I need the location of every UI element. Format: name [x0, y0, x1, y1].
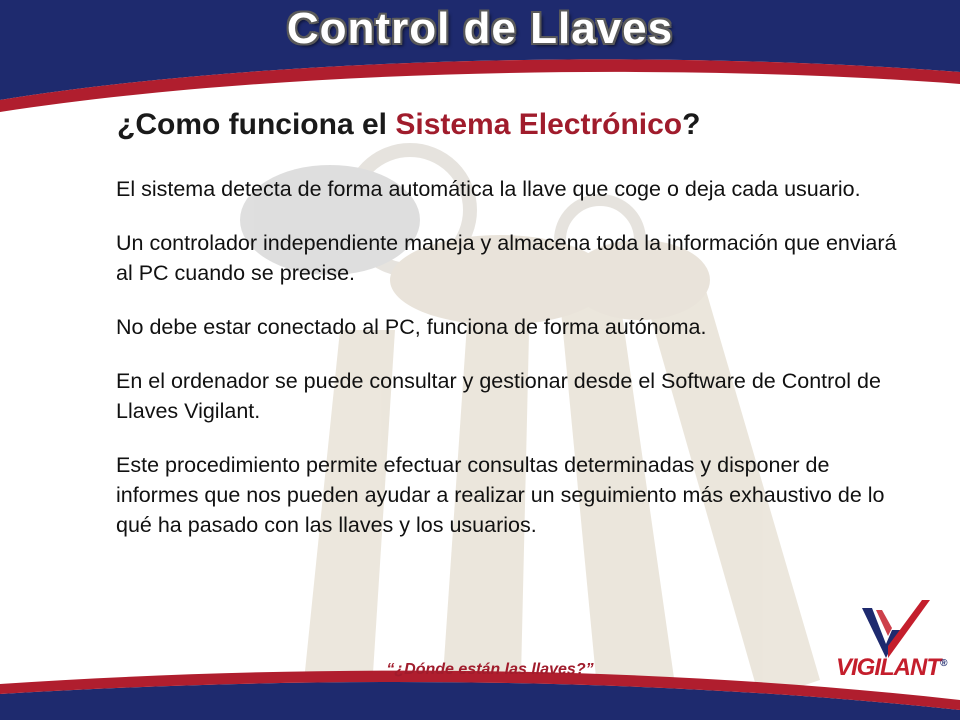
- paragraph: Este procedimiento permite efectuar consultas determinadas y disponer de informes que nos pueden ayudar a realizar un seguimiento más exhaustivo de lo qué ha pasado con las llaves y los usuarios.: [116, 453, 885, 537]
- body-text: [116, 174, 916, 564]
- subtitle-highlight: Sistema Electrónico: [395, 108, 683, 141]
- slide-subtitle: [117, 108, 700, 142]
- subtitle-prefix: ¿Como funciona el: [117, 108, 396, 141]
- paragraph: Un controlador independiente maneja y almacena toda la información que enviará al PC cuando se precise.: [116, 231, 897, 285]
- subtitle-suffix: ?: [682, 108, 701, 141]
- logo-text: VIGILANT: [836, 654, 940, 681]
- slide-title: Control de Llaves: [286, 4, 674, 53]
- paragraph: En el ordenador se puede consultar y gestionar desde el Software de Control de Llaves Vigilant.: [116, 369, 881, 423]
- paragraph: No debe estar conectado al PC, funciona de forma autónoma.: [116, 315, 707, 339]
- paragraph: El sistema detecta de forma automática la llave que coge o deja cada usuario.: [116, 177, 861, 201]
- logo-wordmark: [836, 654, 946, 682]
- registered-mark: ®: [940, 658, 947, 669]
- footer-tagline: “¿Dónde están las llaves?”: [386, 661, 594, 678]
